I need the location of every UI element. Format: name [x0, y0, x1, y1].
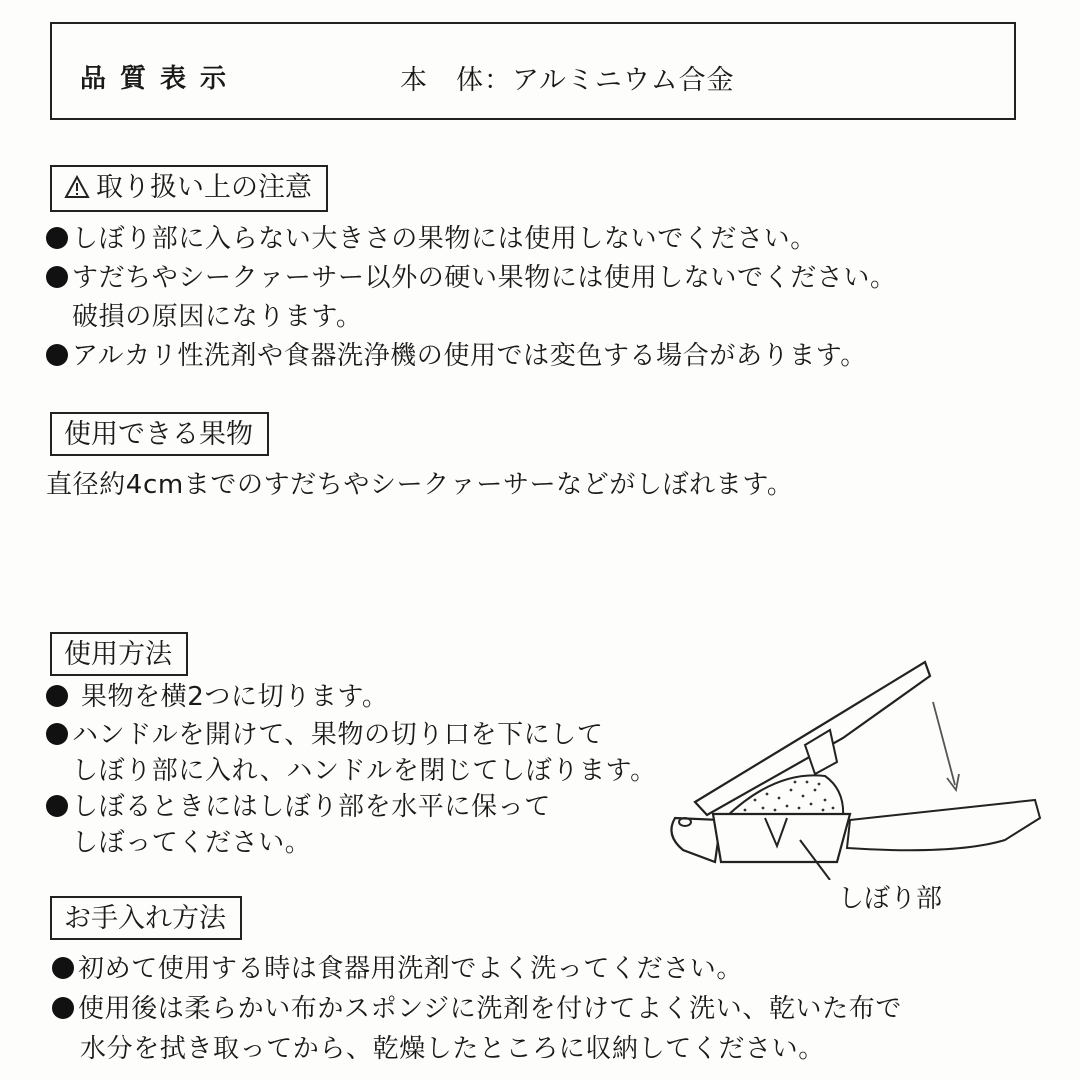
usage-item-2-cont: しぼり部に入れ、ハンドルを閉じてしぼります。 [72, 756, 657, 786]
quality-label: 品質表示 [80, 64, 241, 94]
bullet-icon [52, 957, 74, 979]
care-item-2-cont: 水分を拭き取ってから、乾燥したところに収納してください。 [80, 1034, 825, 1064]
usage-item-1: 果物を横2つに切ります。 [46, 680, 389, 714]
usage-item-3: しぼるときにはしぼり部を水平に保って [46, 790, 551, 824]
usage-item-2: ハンドルを開けて、果物の切り口を下にして [46, 718, 603, 752]
care-item-1: 初めて使用する時は食器用洗剤でよく洗ってください。 [52, 952, 743, 986]
usage-item-3-cont: しぼってください。 [72, 828, 312, 858]
warning-triangle-icon [64, 174, 90, 208]
squeezer-diagram [655, 650, 1055, 880]
caution-item-2: すだちやシークァーサー以外の硬い果物には使用しないでください。 [46, 261, 897, 295]
squeeze-part-label: しぼり部 [838, 884, 943, 914]
bullet-icon [46, 266, 68, 288]
caution-heading [50, 165, 328, 212]
caution-title: 取り扱い上の注意 [96, 172, 312, 203]
care-heading: お手入れ方法 [50, 896, 242, 940]
usage-heading: 使用方法 [50, 632, 188, 676]
bullet-icon [46, 344, 68, 366]
bullet-icon [46, 685, 68, 707]
caution-item-3: アルカリ性洗剤や食器洗浄機の使用では変色する場合があります。 [46, 339, 867, 373]
caution-item-2-cont: 破損の原因になります。 [72, 302, 363, 332]
quality-box [50, 22, 1016, 120]
bullet-icon [46, 795, 68, 817]
quality-material: 本 体：アルミニウム合金 [400, 65, 735, 96]
caution-item-1: しぼり部に入らない大きさの果物には使用しないでください。 [46, 222, 817, 256]
bullet-icon [52, 997, 74, 1019]
fruits-text: 直径約4cmまでのすだちやシークァーサーなどがしぼれます。 [46, 470, 794, 500]
care-item-2: 使用後は柔らかい布かスポンジに洗剤を付けてよく洗い、乾いた布で [52, 992, 902, 1026]
fruits-heading: 使用できる果物 [50, 412, 269, 456]
bullet-icon [46, 723, 68, 745]
bullet-icon [46, 227, 68, 249]
